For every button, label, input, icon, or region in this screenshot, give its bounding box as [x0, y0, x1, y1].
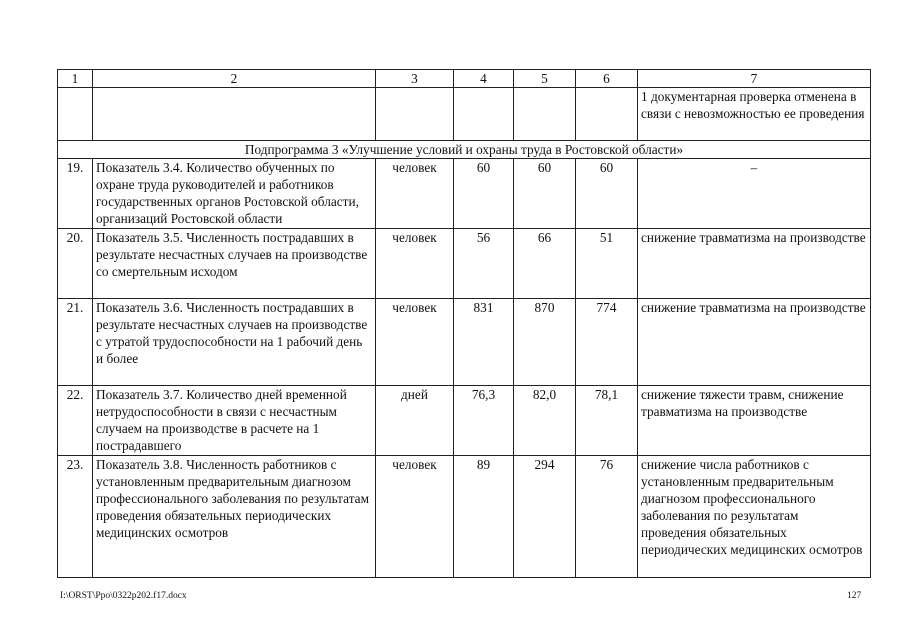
row-number: 21. — [58, 299, 93, 386]
continuation-note: 1 документарная проверка отменена в связи с невозможностью ее проведения — [638, 88, 871, 141]
page-number: 127 — [847, 591, 862, 601]
header-cell: 3 — [376, 70, 454, 88]
empty-cell — [576, 88, 638, 141]
value-cell: 66 — [514, 229, 576, 299]
table-row — [58, 159, 871, 229]
row-number: 23. — [58, 456, 93, 578]
empty-cell — [93, 88, 376, 141]
unit-cell: человек — [376, 159, 454, 229]
header-cell: 1 — [58, 70, 93, 88]
unit-cell: человек — [376, 456, 454, 578]
value-cell: 56 — [454, 229, 514, 299]
unit-cell: человек — [376, 229, 454, 299]
value-cell: 831 — [454, 299, 514, 386]
continuation-row — [58, 88, 871, 141]
header-cell: 6 — [576, 70, 638, 88]
subprogram-title: Подпрограмма 3 «Улучшение условий и охраны труда в Ростовской области» — [58, 141, 871, 159]
subprogram-row — [58, 141, 871, 159]
row-number: 22. — [58, 386, 93, 456]
note-cell: – — [638, 159, 871, 229]
table-row — [58, 386, 871, 456]
row-number: 19. — [58, 159, 93, 229]
note-cell: снижение травматизма на производстве — [638, 299, 871, 386]
column-number-row — [58, 70, 871, 88]
table-row — [58, 229, 871, 299]
header-cell: 4 — [454, 70, 514, 88]
empty-cell — [376, 88, 454, 141]
header-cell: 7 — [638, 70, 871, 88]
indicator-name: Показатель 3.7. Количество дней временной нетрудоспособности в связи с несчастным случаем на производстве в расчете на 1 пострадавшего — [93, 386, 376, 456]
value-cell: 774 — [576, 299, 638, 386]
value-cell: 78,1 — [576, 386, 638, 456]
value-cell: 60 — [514, 159, 576, 229]
value-cell: 89 — [454, 456, 514, 578]
indicator-name: Показатель 3.5. Численность пострадавших в результате несчастных случаев на производстве со смертельным исходом — [93, 229, 376, 299]
indicator-name: Показатель 3.6. Численность пострадавших в результате несчастных случаев на производстве с утратой трудоспособности на 1 рабочий день и более — [93, 299, 376, 386]
note-cell: снижение травматизма на производстве — [638, 229, 871, 299]
value-cell: 82,0 — [514, 386, 576, 456]
value-cell: 76 — [576, 456, 638, 578]
unit-cell: человек — [376, 299, 454, 386]
value-cell: 76,3 — [454, 386, 514, 456]
value-cell: 60 — [576, 159, 638, 229]
note-cell: снижение тяжести травм, снижение травматизма на производстве — [638, 386, 871, 456]
value-cell: 294 — [514, 456, 576, 578]
note-cell: снижение числа работников с установленным предварительным диагнозом профессионального заболевания по результатам проведения обязательных периодических медицинских осмотров — [638, 456, 871, 578]
indicator-name: Показатель 3.8. Численность работников с установленным предварительным диагнозом профессионального заболевания по результатам проведения обязательных периодических медицинских осмотров — [93, 456, 376, 578]
footer-file-path: I:\ORST\Ppo\0322p202.f17.docx — [60, 591, 187, 601]
empty-cell — [454, 88, 514, 141]
empty-cell — [58, 88, 93, 141]
value-cell: 870 — [514, 299, 576, 386]
table-row — [58, 456, 871, 578]
indicator-name: Показатель 3.4. Количество обученных по охране труда руководителей и работников государственных органов Ростовской области, организаций Ростовской области — [93, 159, 376, 229]
header-cell: 5 — [514, 70, 576, 88]
indicator-table — [57, 69, 871, 578]
value-cell: 60 — [454, 159, 514, 229]
empty-cell — [514, 88, 576, 141]
unit-cell: дней — [376, 386, 454, 456]
header-cell: 2 — [93, 70, 376, 88]
value-cell: 51 — [576, 229, 638, 299]
table-row — [58, 299, 871, 386]
row-number: 20. — [58, 229, 93, 299]
